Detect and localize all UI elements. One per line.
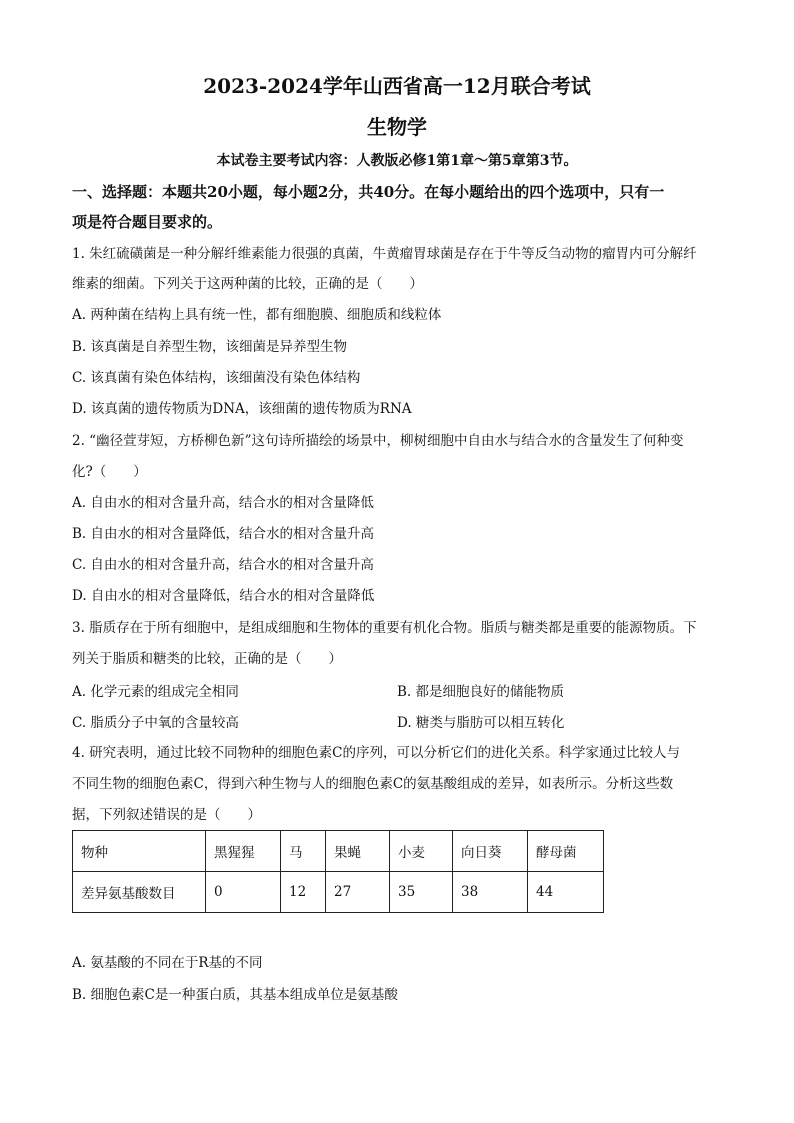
table-cell: 27 [326,872,390,913]
table-header-cell: 物种 [73,831,206,872]
table-cell: 0 [206,872,281,913]
table-cell: 44 [528,872,604,913]
q4-option-a: A. 氨基酸的不同在于R基的不同 [72,955,263,971]
subject-title: 生物学 [367,115,427,139]
table-cell: 35 [390,872,453,913]
exam-title: 2023-2024学年山西省高一12月联合考试 [203,74,591,98]
q2-option-c: C. 自由水的相对含量升高，结合水的相对含量升高 [72,557,374,573]
table-cell: 38 [453,872,528,913]
section-heading-line-1: 一、选择题：本题共20小题，每小题2分，共40分。在每小题给出的四个选项中，只有一 [72,183,665,201]
q4-stem-line-3: 据，下列叙述错误的是（ ） [72,807,261,823]
q3-option-d: D. 糖类与脂肪可以相互转化 [397,715,565,731]
q1-option-c: C. 该真菌有染色体结构，该细菌没有染色体结构 [72,370,361,386]
q2-option-b: B. 自由水的相对含量降低，结合水的相对含量升高 [72,526,375,542]
q4-option-b: B. 细胞色素C是一种蛋白质，其基本组成单位是氨基酸 [72,987,398,1003]
q3-stem-line-1: 3. 脂质存在于所有细胞中，是组成细胞和生物体的重要有机化合物。脂质与糖类都是重要的能源物质。下 [72,620,697,636]
q1-option-d: D. 该真菌的遗传物质为DNA，该细菌的遗传物质为RNA [72,401,412,417]
q2-stem-line-1: 2. “幽径萱芽短，方桥柳色新”这句诗所描绘的场景中，柳树细胞中自由水与结合水的含量发生了何种变 [72,433,684,449]
q2-option-d: D. 自由水的相对含量降低，结合水的相对含量降低 [72,588,375,604]
q3-stem-line-2: 列关于脂质和糖类的比较，正确的是（ ） [72,651,342,667]
exam-scope: 本试卷主要考试内容：人教版必修1第1章～第5章第3节。 [216,153,578,169]
table-header-cell: 果蝇 [326,831,390,872]
table-row [73,872,604,913]
q4-stem-line-2: 不同生物的细胞色素C，得到六种生物与人的细胞色素C的氨基酸组成的差异，如表所示。分析这些数 [72,776,674,792]
table-header-cell: 黑猩猩 [206,831,281,872]
q2-stem-line-2: 化?（ ） [72,464,147,480]
table-header-row [73,831,604,872]
q1-stem-line-2: 维素的细菌。下列关于这两种菌的比较，正确的是（ ） [72,276,423,292]
table-header-cell: 向日葵 [453,831,528,872]
q1-option-a: A. 两种菌在结构上具有统一性，都有细胞膜、细胞质和线粒体 [72,307,442,323]
q1-stem-line-1: 1. 朱红硫磺菌是一种分解纤维素能力很强的真菌，牛黄瘤胃球菌是存在于牛等反刍动物的瘤胃内可分解纤 [72,246,697,262]
table-header-cell: 酵母菌 [528,831,604,872]
q4-stem-line-1: 4. 研究表明，通过比较不同物种的细胞色素C的序列，可以分析它们的进化关系。科学家通过比较人与 [72,745,680,761]
section-heading-line-2: 项是符合题目要求的。 [72,213,223,231]
table-cell: 差异氨基酸数目 [73,872,206,913]
q1-option-b: B. 该真菌是自养型生物，该细菌是异养型生物 [72,339,348,355]
q3-option-b: B. 都是细胞良好的储能物质 [397,684,565,700]
table-cell: 12 [281,872,326,913]
q2-option-a: A. 自由水的相对含量升高，结合水的相对含量降低 [72,495,374,511]
table-header-cell: 马 [281,831,326,872]
q3-option-c: C. 脂质分子中氧的含量较高 [72,715,239,731]
table-header-cell: 小麦 [390,831,453,872]
species-difference-table [72,830,604,913]
q3-option-a: A. 化学元素的组成完全相同 [72,684,239,700]
